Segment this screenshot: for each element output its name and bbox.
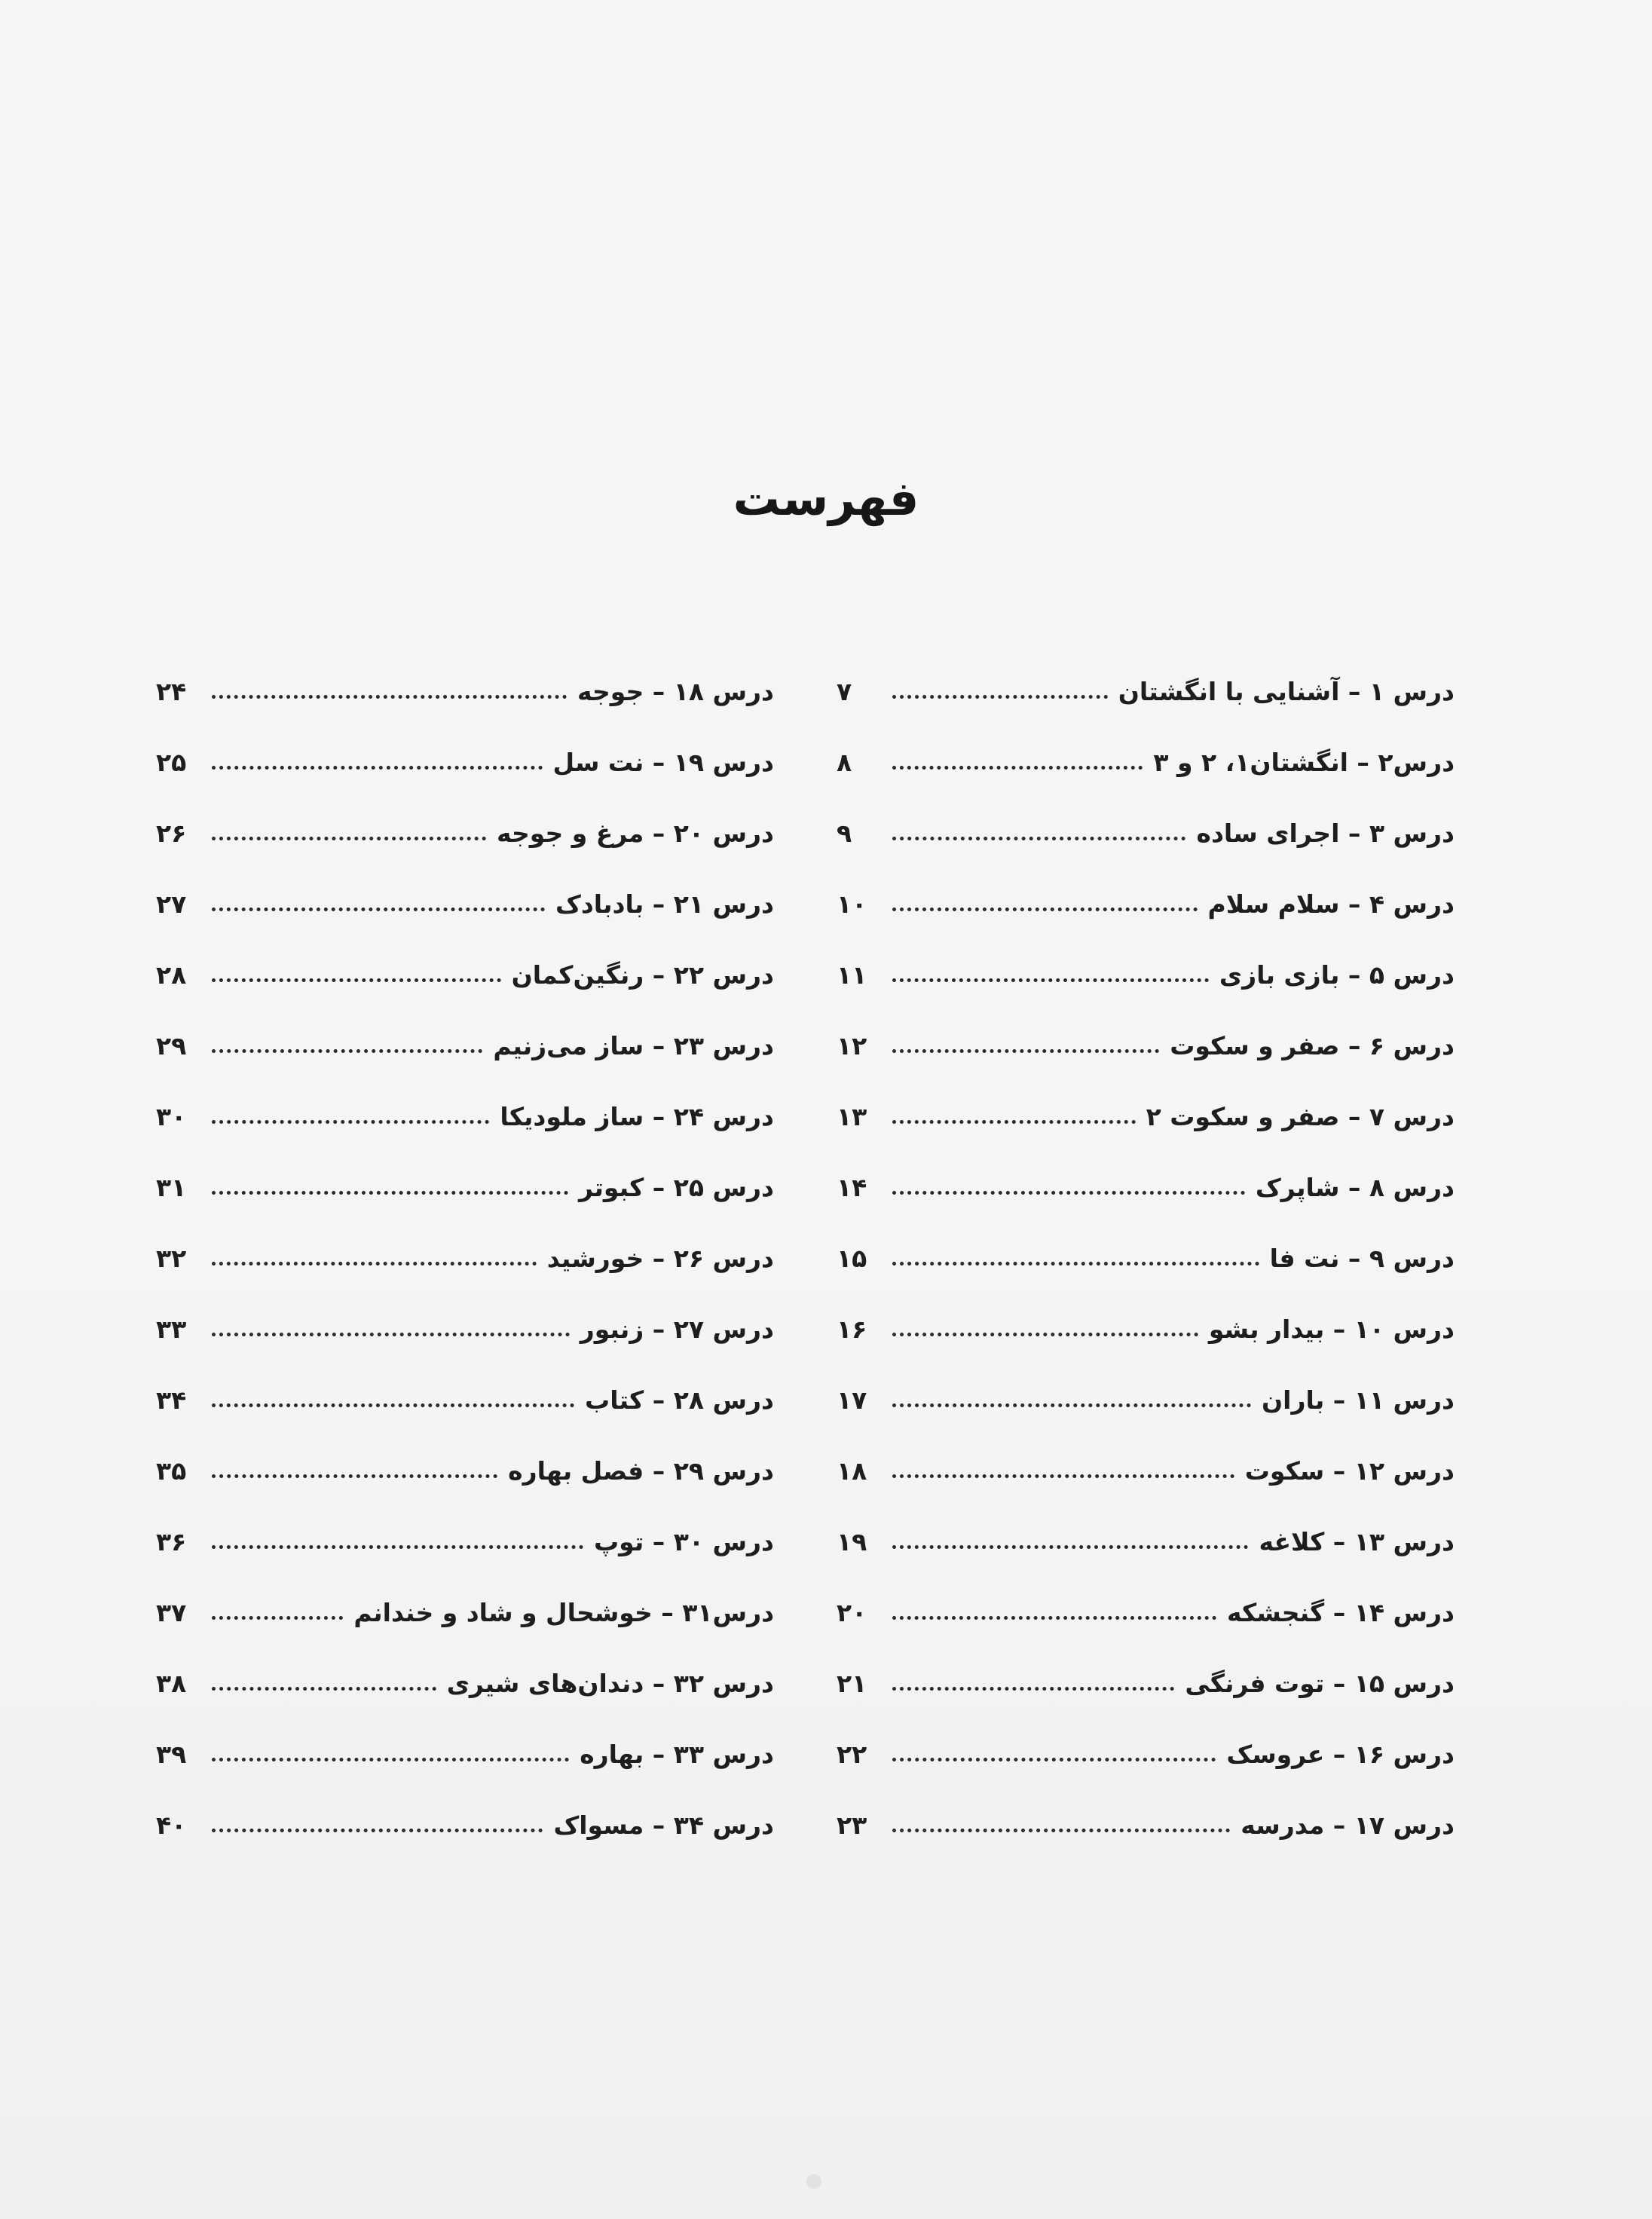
toc-entry-page-number: ۲۷ bbox=[156, 889, 187, 919]
toc-entry-page-number: ۱۵ bbox=[837, 1243, 867, 1273]
toc-entry-label: درس ۳۰ – توپ bbox=[594, 1526, 774, 1556]
dot-leader bbox=[892, 695, 1108, 699]
dot-leader bbox=[892, 1403, 1251, 1407]
toc-entry-page-number: ۳۲ bbox=[156, 1243, 187, 1273]
toc-entry bbox=[156, 1648, 774, 1719]
toc-entry-page-number: ۱۱ bbox=[837, 960, 867, 990]
toc-entry bbox=[837, 1789, 1455, 1860]
toc-entry-page-number: ۱۸ bbox=[837, 1455, 867, 1486]
dot-leader bbox=[212, 1120, 489, 1124]
toc-entry bbox=[156, 1789, 774, 1860]
dot-leader bbox=[212, 1687, 436, 1691]
toc-entry-page-number: ۳۶ bbox=[156, 1526, 187, 1556]
toc-entry-page-number: ۳۳ bbox=[156, 1314, 187, 1344]
toc-entry-label: درس ۱۳ – کلاغه bbox=[1259, 1526, 1455, 1556]
toc-entry-page-number: ۱۶ bbox=[837, 1314, 867, 1344]
dot-leader bbox=[212, 766, 543, 770]
toc-entry bbox=[837, 1648, 1455, 1719]
dot-leader bbox=[212, 1545, 583, 1549]
toc-entry bbox=[837, 1435, 1455, 1506]
dot-leader bbox=[892, 978, 1209, 982]
dot-leader bbox=[892, 1474, 1234, 1478]
toc-entry-label: درس ۳۲ – دندان‌های شیری bbox=[446, 1668, 774, 1698]
dot-leader bbox=[212, 837, 486, 840]
toc-entry bbox=[837, 727, 1455, 797]
toc-entry bbox=[837, 1223, 1455, 1293]
toc-entry-page-number: ۲۳ bbox=[837, 1810, 867, 1840]
toc-entry-page-number: ۷ bbox=[837, 676, 852, 706]
toc-entry bbox=[837, 1081, 1455, 1152]
page-mark bbox=[806, 2174, 821, 2189]
dot-leader bbox=[212, 1403, 574, 1407]
toc-entry bbox=[156, 1293, 774, 1364]
toc-entry-page-number: ۱۷ bbox=[837, 1385, 867, 1415]
dot-leader bbox=[212, 1758, 569, 1761]
toc-entry-page-number: ۱۰ bbox=[837, 889, 867, 919]
toc-entry-label: درس ۱۶ – عروسک bbox=[1226, 1739, 1455, 1769]
toc-entry bbox=[837, 656, 1455, 727]
toc-entry bbox=[156, 1010, 774, 1081]
toc-entry-label: درس ۲۳ – ساز می‌زنیم bbox=[493, 1030, 774, 1061]
dot-leader bbox=[212, 1616, 343, 1620]
toc-entry-label: درس ۲۲ – رنگین‌کمان bbox=[511, 960, 774, 990]
toc-entry-page-number: ۹ bbox=[837, 818, 852, 848]
dot-leader bbox=[212, 1049, 482, 1053]
toc-entry-label: درس ۱۱ – باران bbox=[1261, 1385, 1455, 1415]
dot-leader bbox=[212, 695, 567, 699]
page-title: فهرست bbox=[733, 471, 919, 526]
toc-entry-label: درس ۲۰ – مرغ و جوجه bbox=[496, 818, 774, 848]
toc-entry bbox=[837, 939, 1455, 1010]
toc-entry bbox=[837, 1010, 1455, 1081]
dot-leader bbox=[892, 837, 1185, 840]
dot-leader bbox=[892, 907, 1198, 911]
toc-entry-page-number: ۲۵ bbox=[156, 747, 187, 777]
toc-entry-label: درس ۲۶ – خورشید bbox=[546, 1243, 774, 1273]
toc-entry bbox=[156, 1364, 774, 1435]
toc-entry-label: درس ۳۴ – مسواک bbox=[553, 1810, 774, 1840]
toc-entry-label: درس ۲۸ – کتاب bbox=[585, 1385, 774, 1415]
toc-entry-page-number: ۳۷ bbox=[156, 1597, 187, 1627]
toc-entry bbox=[837, 1506, 1455, 1577]
dot-leader bbox=[892, 1262, 1259, 1266]
toc-entry-page-number: ۱۴ bbox=[837, 1172, 867, 1202]
toc-entry bbox=[837, 1719, 1455, 1789]
dot-leader bbox=[892, 1545, 1248, 1549]
toc-entry bbox=[156, 939, 774, 1010]
dot-leader bbox=[212, 1191, 568, 1195]
toc-entry bbox=[156, 1577, 774, 1648]
dot-leader bbox=[892, 1333, 1198, 1336]
toc-entry-label: درس ۲۱ – بادبادک bbox=[555, 889, 774, 919]
toc-entry bbox=[156, 1152, 774, 1223]
toc-entry-page-number: ۱۳ bbox=[837, 1101, 867, 1131]
toc-entry-label: درس ۲۴ – ساز ملودیکا bbox=[500, 1101, 774, 1131]
toc-entry-label: درس ۱۴ – گنجشکه bbox=[1227, 1597, 1455, 1627]
toc-entry bbox=[156, 1506, 774, 1577]
toc-entry bbox=[837, 797, 1455, 868]
toc-entry-page-number: ۸ bbox=[837, 747, 852, 777]
toc-entry-page-number: ۱۹ bbox=[837, 1526, 867, 1556]
dot-leader bbox=[892, 1829, 1230, 1832]
toc-entry-page-number: ۳۸ bbox=[156, 1668, 187, 1698]
toc-entry bbox=[156, 656, 774, 727]
toc-entry-label: درس ۲۷ – زنبور bbox=[580, 1314, 774, 1344]
toc-entry-page-number: ۲۴ bbox=[156, 676, 187, 706]
toc-entry bbox=[837, 1152, 1455, 1223]
toc-entry-page-number: ۲۹ bbox=[156, 1030, 187, 1061]
toc-entry-label: درس ۵ – بازی بازی bbox=[1219, 960, 1455, 990]
toc-entry-page-number: ۲۰ bbox=[837, 1597, 867, 1627]
dot-leader bbox=[892, 1120, 1136, 1124]
toc-entry bbox=[156, 1435, 774, 1506]
toc-entry bbox=[156, 727, 774, 797]
toc-entry-page-number: ۳۰ bbox=[156, 1101, 187, 1131]
dot-leader bbox=[212, 1262, 537, 1266]
toc-entry bbox=[837, 1293, 1455, 1364]
toc-entry-label: درس ۱۰ – بیدار بشو bbox=[1208, 1314, 1455, 1344]
toc-entry-page-number: ۲۱ bbox=[837, 1668, 867, 1698]
toc-entry-label: درس۲ – انگشتان۱، ۲ و ۳ bbox=[1153, 747, 1455, 777]
toc-entry-page-number: ۱۲ bbox=[837, 1030, 867, 1061]
toc-entry-page-number: ۳۵ bbox=[156, 1455, 187, 1486]
toc-entry-page-number: ۴۰ bbox=[156, 1810, 187, 1840]
toc-column-left bbox=[156, 656, 774, 1860]
toc-entry-label: درس ۱۷ – مدرسه bbox=[1241, 1810, 1455, 1840]
toc-entry-page-number: ۳۹ bbox=[156, 1739, 187, 1769]
dot-leader bbox=[892, 1758, 1216, 1761]
toc-entry-label: درس ۴ – سلام سلام bbox=[1207, 889, 1455, 919]
toc-entry-page-number: ۳۴ bbox=[156, 1385, 187, 1415]
toc-entry-label: درس ۱۸ – جوجه bbox=[577, 676, 774, 706]
dot-leader bbox=[892, 766, 1143, 770]
dot-leader bbox=[212, 907, 545, 911]
dot-leader bbox=[212, 1829, 543, 1832]
toc-entry bbox=[156, 1081, 774, 1152]
toc-entry-label: درس ۱۲ – سکوت bbox=[1244, 1455, 1455, 1486]
dot-leader bbox=[212, 978, 501, 982]
toc-entry-label: درس ۲۹ – فصل بهاره bbox=[508, 1455, 774, 1486]
toc-entry bbox=[837, 1364, 1455, 1435]
toc-entry-label: درس ۸ – شاپرک bbox=[1255, 1172, 1455, 1202]
toc-entry-label: درس ۲۵ – کبوتر bbox=[578, 1172, 774, 1202]
toc-entry-label: درس ۳۳ – بهاره bbox=[580, 1739, 774, 1769]
toc-entry-label: درس۳۱ – خوشحال و شاد و خندانم bbox=[353, 1597, 774, 1627]
dot-leader bbox=[892, 1687, 1174, 1691]
toc-entry-page-number: ۲۸ bbox=[156, 960, 187, 990]
dot-leader bbox=[212, 1333, 570, 1336]
toc-entry-label: درس ۶ – صفر و سکوت bbox=[1170, 1030, 1455, 1061]
dot-leader bbox=[892, 1191, 1245, 1195]
dot-leader bbox=[212, 1474, 497, 1478]
toc-entry bbox=[837, 868, 1455, 939]
toc-entry-page-number: ۲۶ bbox=[156, 818, 187, 848]
toc-entry-label: درس ۱۹ – نت سل bbox=[552, 747, 774, 777]
toc-entry-page-number: ۲۲ bbox=[837, 1739, 867, 1769]
dot-leader bbox=[892, 1049, 1159, 1053]
toc-entry-label: درس ۱ – آشنایی با انگشتان bbox=[1118, 676, 1455, 706]
toc-entry-label: درس ۳ – اجرای ساده bbox=[1196, 818, 1455, 848]
toc-entry bbox=[156, 868, 774, 939]
toc-entry bbox=[156, 1719, 774, 1789]
toc-entry bbox=[837, 1577, 1455, 1648]
toc-entry bbox=[156, 797, 774, 868]
toc-entry bbox=[156, 1223, 774, 1293]
toc-entry-label: درس ۹ – نت فا bbox=[1269, 1243, 1455, 1273]
toc-column-right bbox=[837, 656, 1455, 1860]
toc-entry-page-number: ۳۱ bbox=[156, 1172, 187, 1202]
dot-leader bbox=[892, 1616, 1216, 1620]
toc-entry-label: درس ۷ – صفر و سکوت ۲ bbox=[1146, 1101, 1455, 1131]
toc-entry-label: درس ۱۵ – توت فرنگی bbox=[1185, 1668, 1455, 1698]
